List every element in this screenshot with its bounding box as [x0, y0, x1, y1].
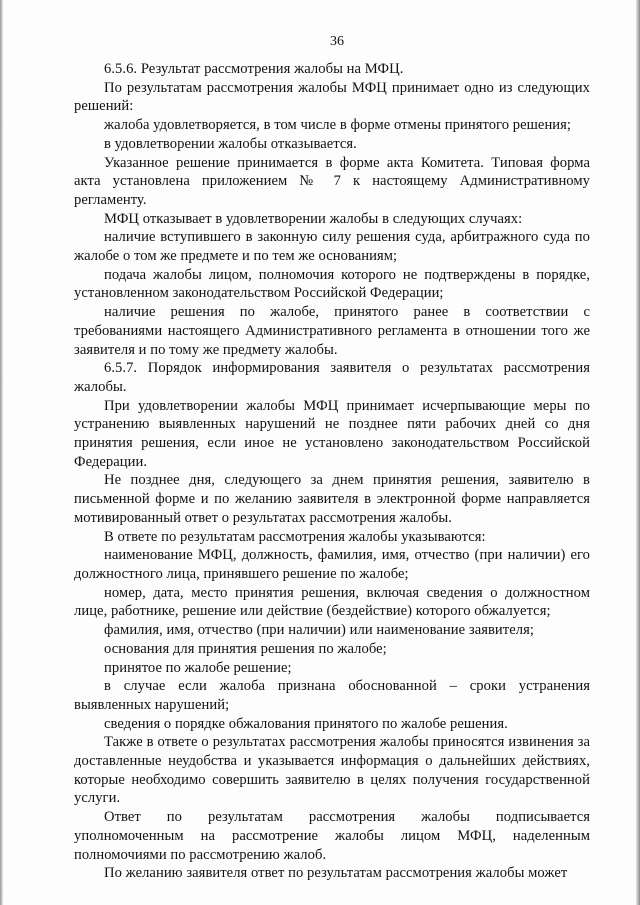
paragraph: По желанию заявителя ответ по результатам рассмотрения жалобы может [104, 865, 568, 882]
paragraph: При удовлетворении жалобы МФЦ принимает исчерпывающие меры по устранению выявленных нарушений не позднее пяти рабочих дней со дня принятия решения, если иное не установлено законодательством Российской Федерации. [74, 397, 590, 470]
paragraph: В ответе по результатам рассмотрения жалобы указываются: [104, 528, 486, 545]
section-heading-6-5-7: 6.5.7. Порядок информирования заявителя о результатах рассмотрения жалобы. [74, 360, 590, 395]
paragraph: Также в ответе о результатах рассмотрения жалобы приносятся извинения за доставленные неудобства и указывается информация о дальнейших действиях, которые необходимо совершить заявителю в целях получения государственной услуги. [74, 734, 590, 807]
scan-edge-right [636, 0, 640, 905]
page-number: 36 [330, 34, 344, 49]
list-item: наличие вступившего в законную силу решения суда, арбитражного суда по жалобе о том же предмете и по тем же основаниям; [74, 229, 590, 265]
body-text [74, 60, 590, 883]
paragraph: МФЦ отказывает в удовлетворении жалобы в следующих случаях: [104, 210, 523, 227]
list-item: номер, дата, место принятия решения, включая сведения о должностном лице, работнике, решение или действие (бездействие) которого обжалуется; [74, 584, 590, 620]
list-item: сведения о порядке обжалования принятого по жалобе решения. [104, 715, 508, 732]
paragraph: Указанное решение принимается в форме акта Комитета. Типовая форма акта установлена приложением № 7 к настоящему Административному регламенту. [74, 154, 590, 208]
list-item: наличие решения по жалобе, принятого ранее в соответствии с требованиями настоящего Административного регламента в отношении того же заявителя и по тому же предмету жалобы. [74, 304, 590, 358]
list-item: принятое по жалобе решение; [104, 659, 292, 676]
section-heading-6-5-6: 6.5.6. Результат рассмотрения жалобы на МФЦ. [104, 61, 404, 77]
list-item: в случае если жалоба признана обоснованной – сроки устранения выявленных нарушений; [74, 678, 590, 713]
list-item: фамилия, имя, отчество (при наличии) или наименование заявителя; [104, 622, 534, 639]
paragraph: Ответ по результатам рассмотрения жалобы подписывается уполномоченным на рассмотрение жалобы лицом МФЦ, наделенным полномочиями по рассмотрению жалоб. [74, 809, 590, 863]
list-item: наименование МФЦ, должность, фамилия, имя, отчество (при наличии) его должностного лица, принявшего решение по жалобе; [74, 547, 590, 582]
paragraph: По результатам рассмотрения жалобы МФЦ принимает одно из следующих решений: [74, 79, 590, 115]
scan-edge-left [0, 0, 3, 905]
list-item: жалоба удовлетворяется, в том числе в форме отмены принятого решения; [104, 117, 572, 134]
list-item: в удовлетворении жалобы отказывается. [104, 135, 357, 152]
list-item: основания для принятия решения по жалобе; [104, 640, 387, 657]
list-item: подача жалобы лицом, полномочия которого не подтверждены в порядке, установленном законодательством Российской Федерации; [74, 266, 590, 302]
paragraph: Не позднее дня, следующего за днем принятия решения, заявителю в письменной форме и по желанию заявителя в электронной форме направляется мотивированный ответ о результатах рассмотрения жалобы. [74, 472, 590, 526]
